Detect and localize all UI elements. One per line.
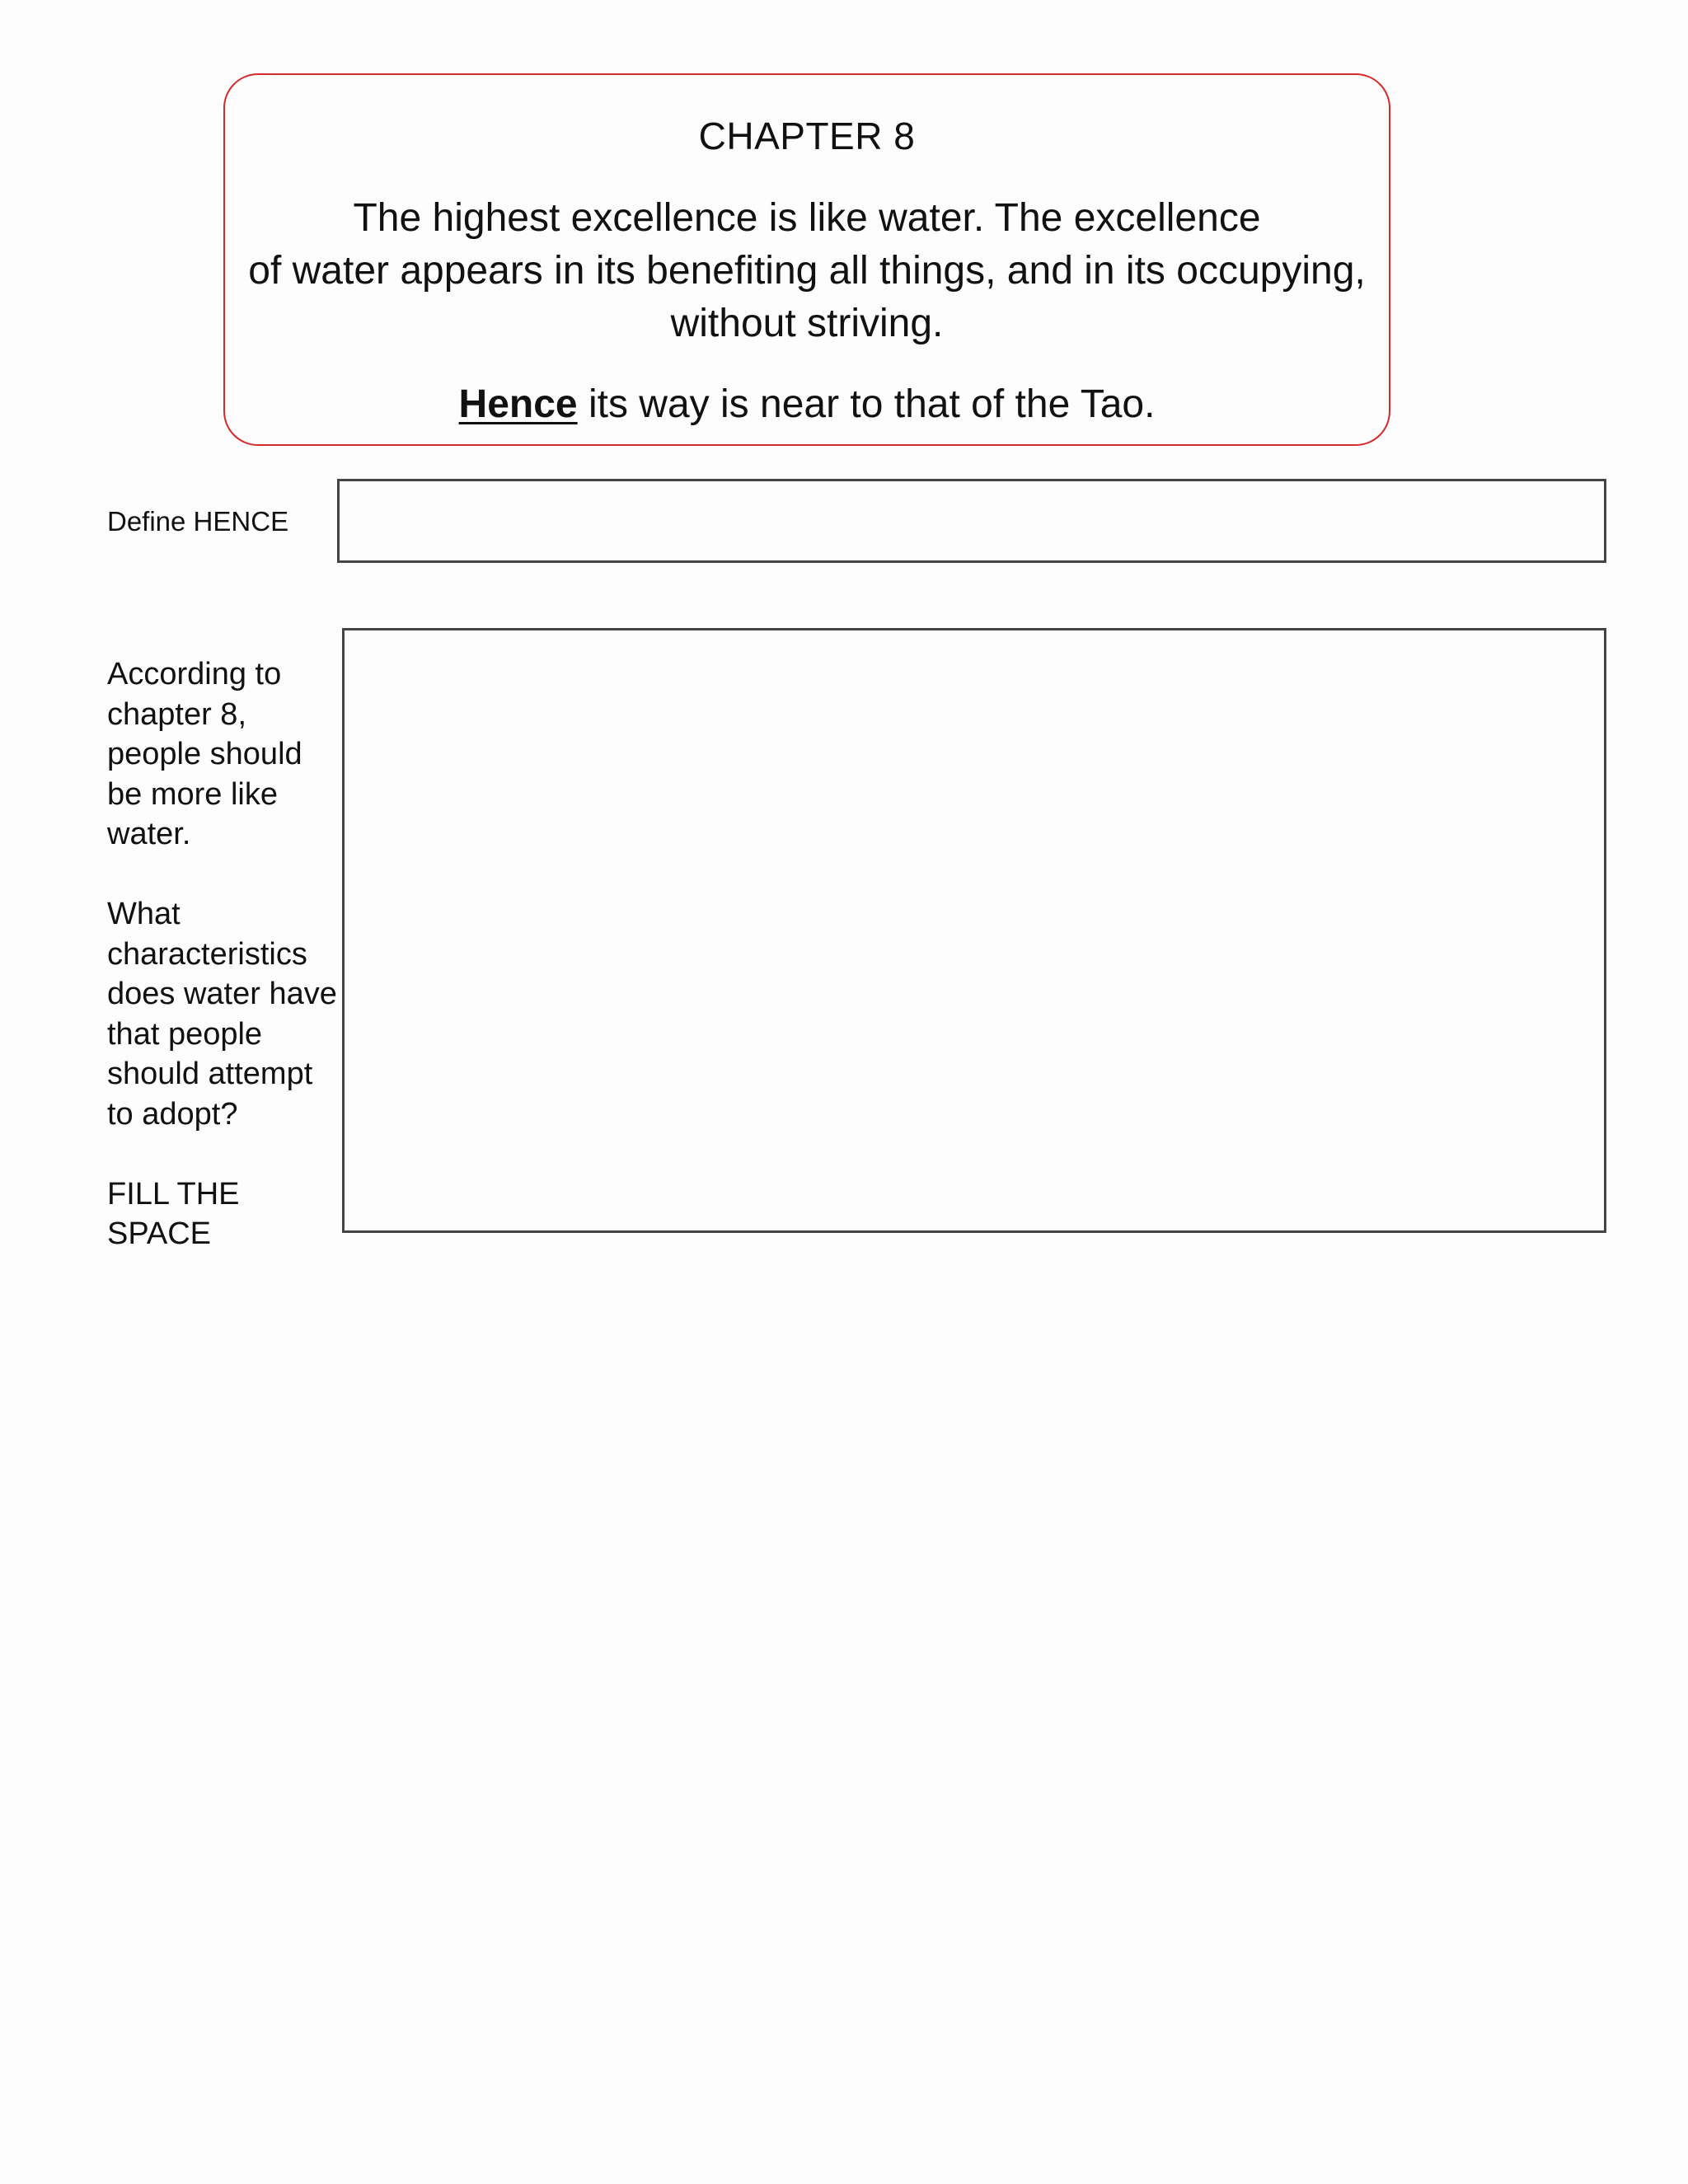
question-line: characteristics [107,936,307,972]
fill-instruction: FILL THE SPACE [107,1176,240,1251]
question-line: should attempt [107,1057,313,1091]
water-question-prompt [107,654,342,1254]
quote-text [225,192,1389,350]
conclusion-text: its way is near to that of the Tao. [577,382,1156,426]
prompt-line: water. [107,817,191,851]
prompt-line: people should [107,737,302,771]
chapter-quote-box [223,73,1390,446]
prompt-line: chapter 8, [107,696,246,732]
define-hence-label: Define HENCE [107,506,289,537]
quote-line-3: without striving. [670,302,944,345]
prompt-line: be more like [107,776,278,812]
question-line: that people [107,1016,263,1052]
quote-line-1: The highest excellence is like water. The excellence [353,196,1261,240]
paragraph-spacer [107,855,342,895]
question-line: to adopt? [107,1096,238,1132]
water-characteristics-answer-box[interactable] [342,628,1606,1233]
hence-keyword: Hence [458,382,578,426]
prompt-line: According to [107,657,282,691]
quote-line-2: of water appears in its benefiting all things, and in its occupying, [248,249,1366,293]
paragraph-spacer [107,1134,342,1174]
question-line: does water have [107,977,337,1011]
define-hence-answer-box[interactable] [337,479,1606,563]
question-line: What [107,897,181,931]
chapter-title: CHAPTER 8 [698,115,916,157]
quote-conclusion [225,378,1389,431]
